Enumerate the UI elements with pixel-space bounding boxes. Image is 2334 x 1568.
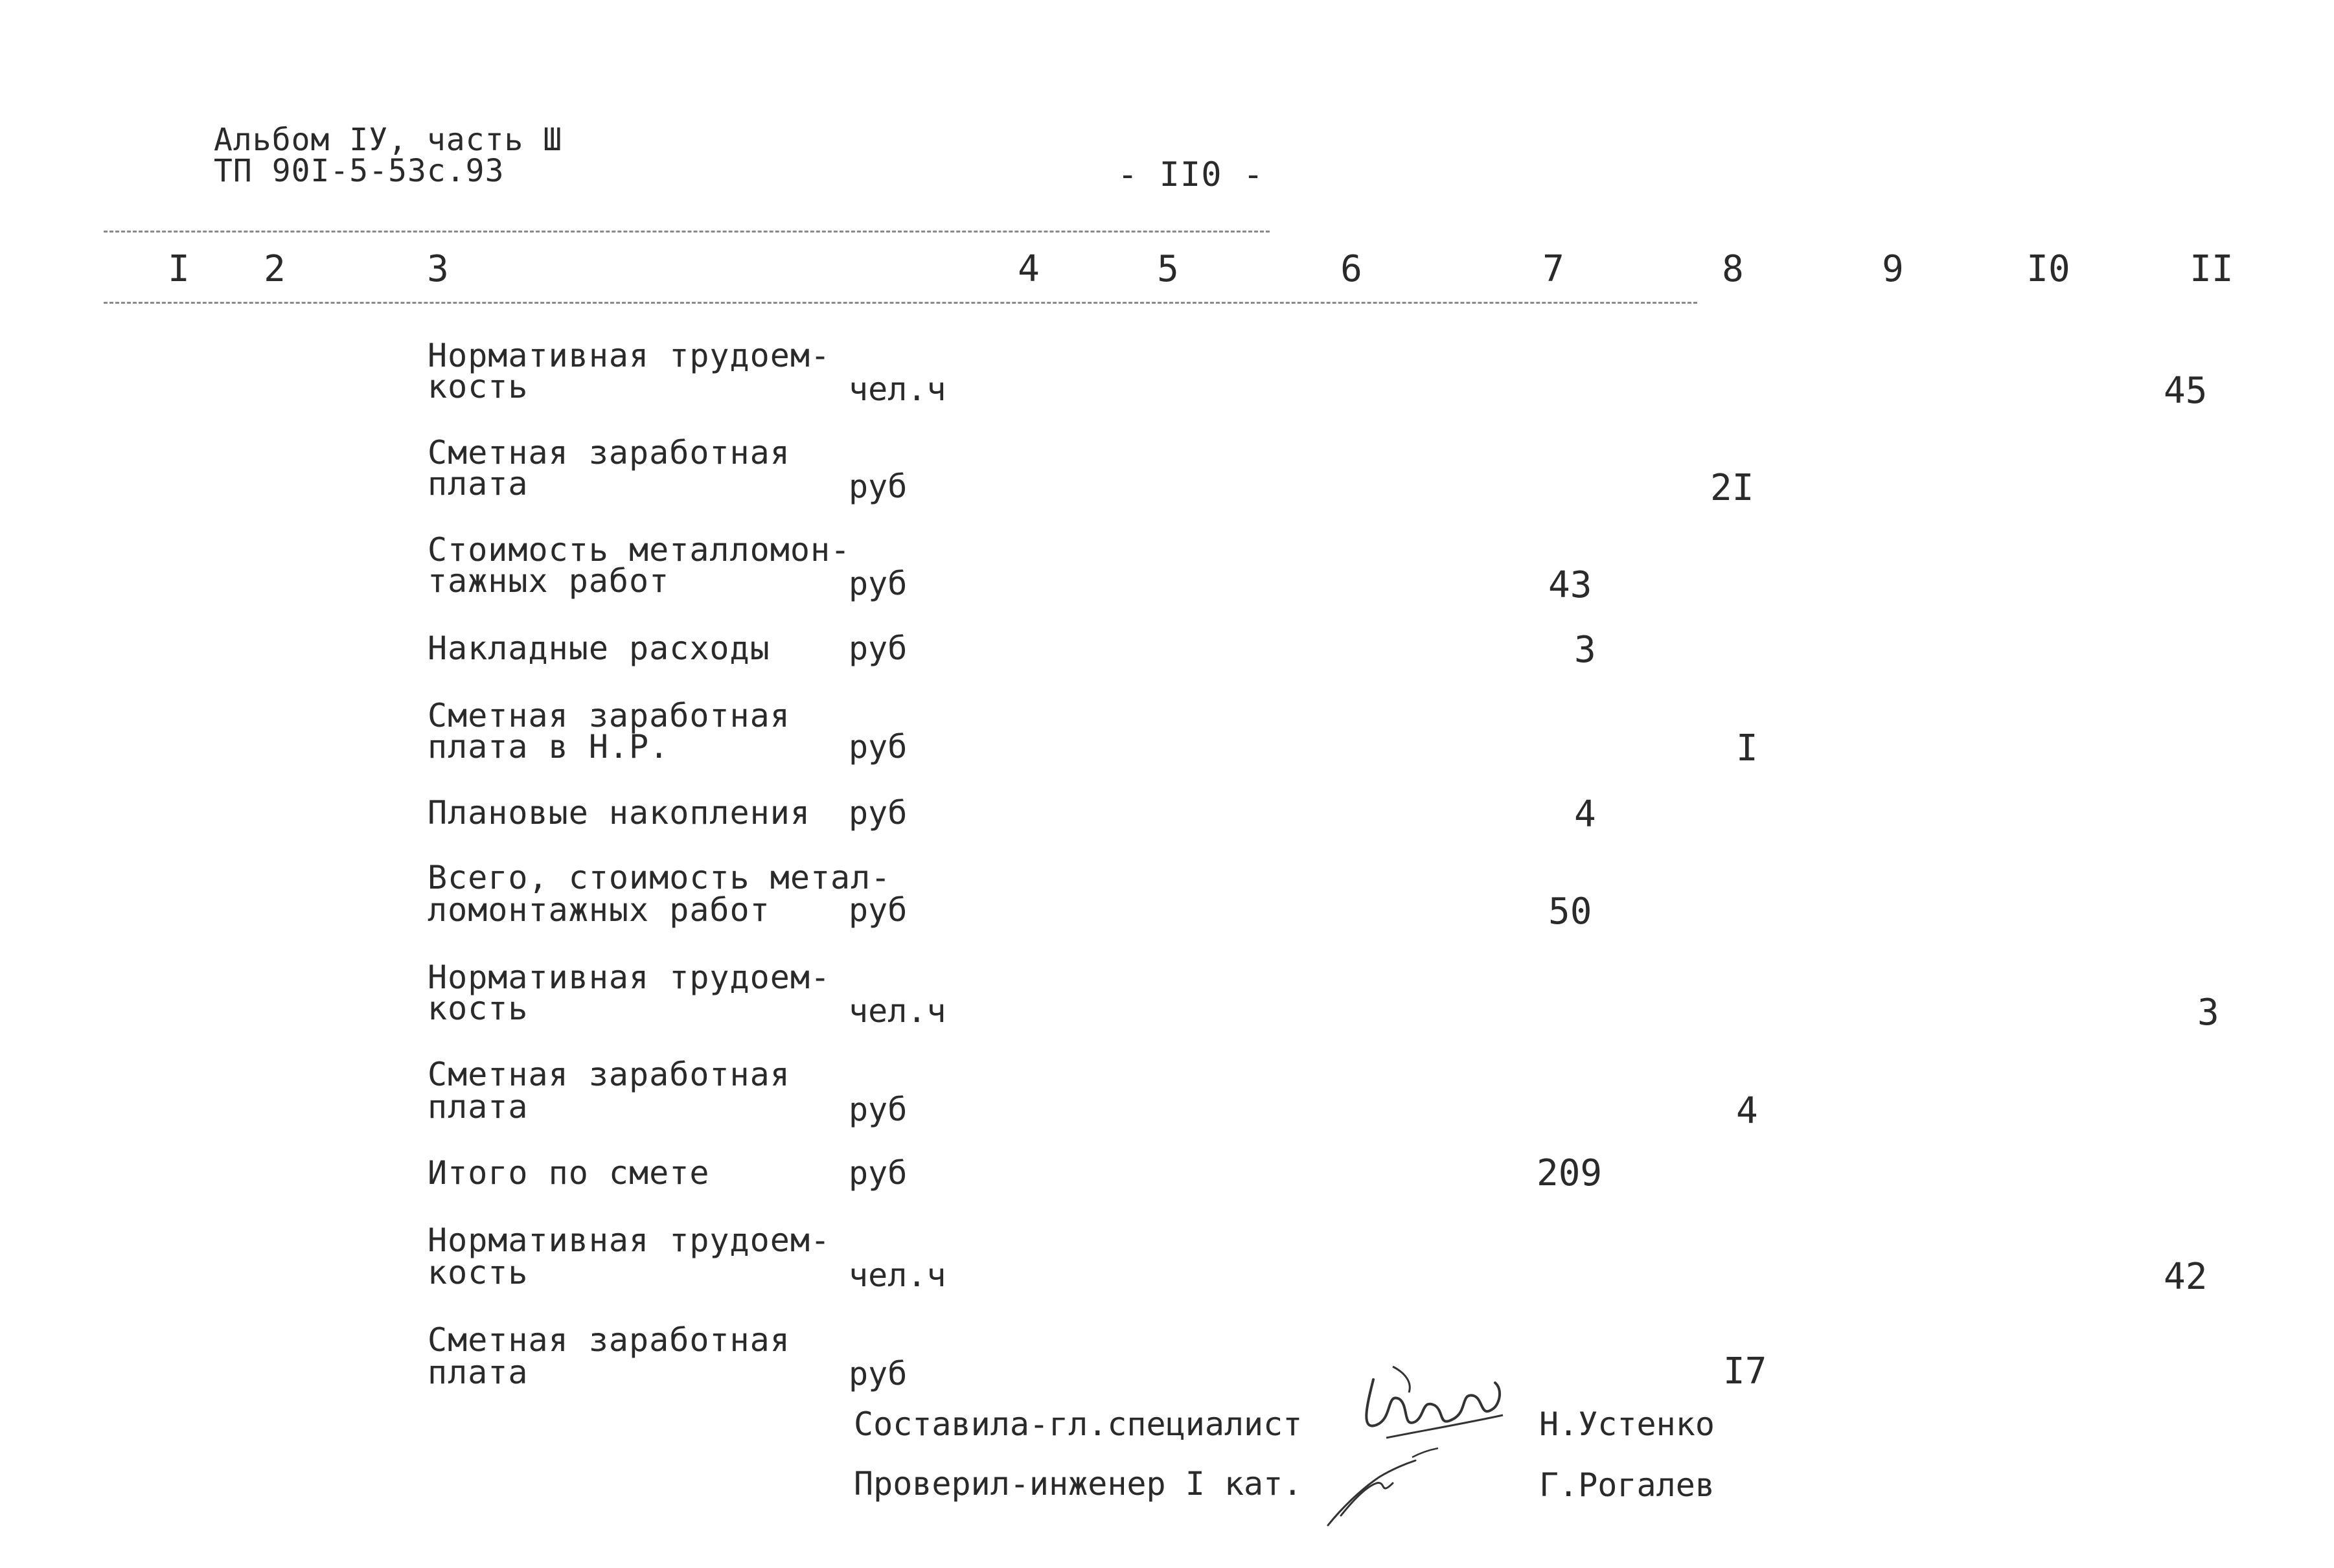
row-unit: руб — [849, 1154, 908, 1192]
row-description-line: Нормативная трудоем- — [428, 959, 831, 996]
checked-by-name: Г.Рогалев — [1539, 1466, 1715, 1504]
row-unit: руб — [849, 1355, 908, 1392]
handwritten-signature-2 — [1315, 1438, 1445, 1535]
column-number-1: I — [168, 248, 190, 290]
checked-by-label: Проверил-инженер I кат. — [854, 1465, 1303, 1503]
row-unit: чел.ч — [849, 1256, 946, 1294]
column-number-3: 3 — [427, 248, 449, 290]
album-line: Альбом IУ, часть Ш — [214, 122, 563, 158]
compiled-by-label: Составила-гл.специалист — [854, 1405, 1303, 1443]
row-description-line: Итого по смете — [428, 1154, 710, 1192]
row-description-line: кость — [428, 1254, 529, 1291]
column-number-10: I0 — [2026, 248, 2070, 290]
row-description-line: Всего, стоимость метал- — [428, 859, 891, 896]
row-value-col8: 2I — [1710, 467, 1754, 509]
table-header-rule — [104, 302, 1697, 304]
column-number-4: 4 — [1018, 248, 1040, 290]
row-value-col11: 45 — [2164, 370, 2208, 412]
column-number-6: 6 — [1340, 248, 1362, 290]
project-code: ТП 90I-5-53с.93 — [214, 153, 505, 189]
row-description-line: Нормативная трудоем- — [428, 1221, 831, 1259]
row-value-col8: I — [1736, 727, 1758, 769]
column-number-8: 8 — [1722, 248, 1744, 290]
row-unit: руб — [849, 794, 908, 832]
row-value-col8: 4 — [1736, 1090, 1758, 1132]
column-number-7: 7 — [1542, 248, 1564, 290]
row-description-line: Сметная заработная — [428, 434, 790, 472]
column-number-9: 9 — [1882, 248, 1904, 290]
row-description-line: кость — [428, 990, 529, 1027]
row-description-line: Сметная заработная — [428, 1056, 790, 1093]
row-unit: руб — [849, 1091, 908, 1128]
page-number: - II0 - — [1117, 155, 1264, 194]
row-value-col8: I7 — [1723, 1350, 1767, 1392]
compiled-by-name: Н.Устенко — [1539, 1405, 1715, 1443]
row-description-line: плата — [428, 1354, 529, 1391]
row-unit: руб — [849, 468, 908, 505]
row-description-line: кость — [428, 368, 529, 405]
handwritten-signature-1 — [1347, 1354, 1516, 1451]
row-description-line: плата — [428, 465, 529, 503]
row-description-line: Плановые накопления — [428, 794, 810, 832]
row-value-col11: 3 — [2197, 992, 2219, 1034]
row-unit: чел.ч — [849, 370, 946, 408]
column-number-11: II — [2190, 248, 2234, 290]
row-unit: руб — [849, 728, 908, 766]
row-value-col7: 4 — [1574, 793, 1596, 835]
row-description-line: Накладные расходы — [428, 630, 770, 667]
row-unit: руб — [849, 891, 908, 929]
row-description-line: Нормативная трудоем- — [428, 337, 831, 374]
row-unit: руб — [849, 630, 908, 667]
row-unit: руб — [849, 565, 908, 602]
row-description-line: Стоимость металломон- — [428, 531, 851, 569]
row-value-col7: 50 — [1548, 891, 1592, 933]
column-number-2: 2 — [264, 248, 286, 290]
row-description-line: плата — [428, 1088, 529, 1126]
row-value-col11: 42 — [2164, 1256, 2208, 1298]
table-top-rule — [104, 231, 1270, 233]
column-number-5: 5 — [1157, 248, 1179, 290]
row-value-col7: 209 — [1537, 1152, 1603, 1194]
row-value-col7: 43 — [1548, 564, 1592, 606]
row-description-line: плата в Н.Р. — [428, 728, 670, 766]
row-unit: чел.ч — [849, 992, 946, 1030]
row-description-line: Сметная заработная — [428, 697, 790, 734]
row-value-col7: 3 — [1574, 629, 1596, 671]
row-description-line: Сметная заработная — [428, 1321, 790, 1359]
row-description-line: ломонтажных работ — [428, 891, 770, 929]
row-description-line: тажных работ — [428, 562, 670, 600]
